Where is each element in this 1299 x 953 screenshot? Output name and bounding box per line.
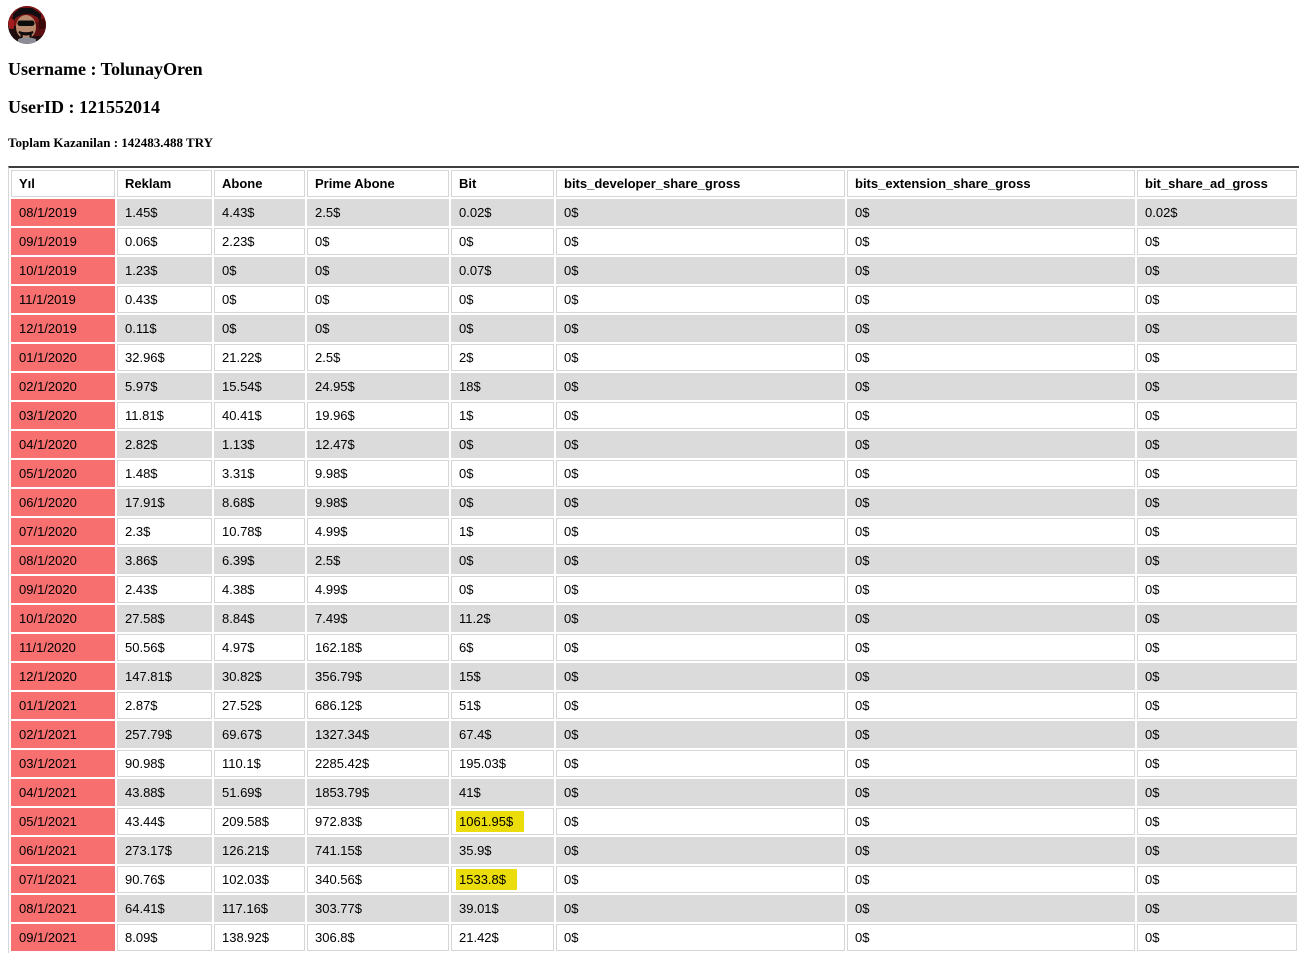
- year-cell: 08/1/2019: [11, 199, 115, 226]
- value-cell: 1.48$: [117, 460, 212, 487]
- value-cell: 0$: [847, 663, 1135, 690]
- value-cell: 6.39$: [214, 547, 305, 574]
- value-cell: 0$: [1137, 518, 1297, 545]
- table-row: [11, 576, 1297, 603]
- value-cell: 0$: [847, 605, 1135, 632]
- value-cell: 0$: [1137, 837, 1297, 864]
- value-cell: 90.76$: [117, 866, 212, 893]
- year-cell: 03/1/2021: [11, 750, 115, 777]
- value-cell: 162.18$: [307, 634, 449, 661]
- value-cell: 4.38$: [214, 576, 305, 603]
- value-cell: 0$: [556, 576, 845, 603]
- value-cell: 0$: [1137, 634, 1297, 661]
- table-row: [11, 344, 1297, 371]
- value-cell: 4.99$: [307, 576, 449, 603]
- value-cell: 4.97$: [214, 634, 305, 661]
- value-cell: 0$: [556, 866, 845, 893]
- value-cell: 195.03$: [451, 750, 554, 777]
- value-cell: 0$: [1137, 489, 1297, 516]
- value-cell: 0$: [556, 518, 845, 545]
- column-header: bits_extension_share_gross: [847, 170, 1135, 197]
- year-cell: 09/1/2020: [11, 576, 115, 603]
- value-cell: 0$: [847, 199, 1135, 226]
- year-cell: 11/1/2019: [11, 286, 115, 313]
- value-cell: 2.82$: [117, 431, 212, 458]
- value-cell: 0$: [214, 315, 305, 342]
- year-cell: 05/1/2020: [11, 460, 115, 487]
- value-cell: 209.58$: [214, 808, 305, 835]
- value-cell: 0$: [1137, 692, 1297, 719]
- year-cell: 05/1/2021: [11, 808, 115, 835]
- value-cell: 972.83$: [307, 808, 449, 835]
- value-cell: 67.4$: [451, 721, 554, 748]
- value-cell: 0$: [847, 837, 1135, 864]
- value-cell: 8.68$: [214, 489, 305, 516]
- column-header: Bit: [451, 170, 554, 197]
- value-cell: 0$: [1137, 808, 1297, 835]
- value-cell: 2.43$: [117, 576, 212, 603]
- value-cell: 0$: [847, 779, 1135, 806]
- highlight-mark: 1061.95$: [456, 811, 524, 832]
- value-cell: 1853.79$: [307, 779, 449, 806]
- value-cell: 0$: [451, 460, 554, 487]
- value-cell: 0$: [451, 489, 554, 516]
- value-cell: 2.87$: [117, 692, 212, 719]
- table-row: [11, 402, 1297, 429]
- value-cell: 0$: [847, 692, 1135, 719]
- value-cell: 0$: [556, 663, 845, 690]
- table-row: [11, 895, 1297, 922]
- year-cell: 02/1/2021: [11, 721, 115, 748]
- value-cell: 27.52$: [214, 692, 305, 719]
- table-row: [11, 199, 1297, 226]
- value-cell: 0$: [847, 489, 1135, 516]
- value-cell: 0$: [1137, 228, 1297, 255]
- value-cell: 306.8$: [307, 924, 449, 951]
- value-cell: 0.07$: [451, 257, 554, 284]
- value-cell: 0$: [1137, 257, 1297, 284]
- year-cell: 06/1/2021: [11, 837, 115, 864]
- value-cell: 0$: [214, 257, 305, 284]
- value-cell: 12.47$: [307, 431, 449, 458]
- table-row: [11, 257, 1297, 284]
- value-cell: 0$: [847, 808, 1135, 835]
- value-cell: 0$: [556, 547, 845, 574]
- userid-heading: UserID : 121552014: [8, 97, 160, 117]
- user-avatar-image: [8, 6, 46, 44]
- value-cell: 43.44$: [117, 808, 212, 835]
- value-cell: 1$: [451, 518, 554, 545]
- year-cell: 10/1/2020: [11, 605, 115, 632]
- table-row: [11, 779, 1297, 806]
- value-cell: 0$: [556, 286, 845, 313]
- value-cell: 0$: [1137, 460, 1297, 487]
- bit-cell: [451, 866, 554, 893]
- value-cell: 0$: [556, 373, 845, 400]
- year-cell: 02/1/2020: [11, 373, 115, 400]
- value-cell: 7.49$: [307, 605, 449, 632]
- value-cell: 0$: [847, 257, 1135, 284]
- table-row: [11, 808, 1297, 835]
- value-cell: 0$: [214, 286, 305, 313]
- value-cell: 5.97$: [117, 373, 212, 400]
- table-row: [11, 924, 1297, 951]
- value-cell: 0$: [1137, 779, 1297, 806]
- value-cell: 0$: [307, 315, 449, 342]
- value-cell: 0$: [451, 547, 554, 574]
- year-cell: 07/1/2020: [11, 518, 115, 545]
- value-cell: 0$: [847, 373, 1135, 400]
- value-cell: 0.02$: [1137, 199, 1297, 226]
- table-row: [11, 692, 1297, 719]
- value-cell: 0$: [556, 634, 845, 661]
- value-cell: 0$: [556, 460, 845, 487]
- value-cell: 35.9$: [451, 837, 554, 864]
- value-cell: 0$: [556, 692, 845, 719]
- value-cell: 0$: [847, 518, 1135, 545]
- value-cell: 9.98$: [307, 460, 449, 487]
- value-cell: 2.5$: [307, 547, 449, 574]
- value-cell: 90.98$: [117, 750, 212, 777]
- value-cell: 64.41$: [117, 895, 212, 922]
- value-cell: 0$: [556, 228, 845, 255]
- value-cell: 0$: [847, 924, 1135, 951]
- value-cell: 0$: [556, 721, 845, 748]
- value-cell: 0$: [1137, 547, 1297, 574]
- value-cell: 69.67$: [214, 721, 305, 748]
- value-cell: 0$: [1137, 866, 1297, 893]
- value-cell: 2.5$: [307, 199, 449, 226]
- value-cell: 0$: [556, 489, 845, 516]
- value-cell: 10.78$: [214, 518, 305, 545]
- value-cell: 9.98$: [307, 489, 449, 516]
- value-cell: 27.58$: [117, 605, 212, 632]
- value-cell: 0$: [1137, 402, 1297, 429]
- value-cell: 15$: [451, 663, 554, 690]
- value-cell: 0.06$: [117, 228, 212, 255]
- value-cell: 147.81$: [117, 663, 212, 690]
- year-cell: 10/1/2019: [11, 257, 115, 284]
- table-row: [11, 315, 1297, 342]
- table-row: [11, 547, 1297, 574]
- value-cell: 257.79$: [117, 721, 212, 748]
- value-cell: 3.31$: [214, 460, 305, 487]
- value-cell: 102.03$: [214, 866, 305, 893]
- value-cell: 0$: [1137, 344, 1297, 371]
- year-cell: 01/1/2021: [11, 692, 115, 719]
- value-cell: 1.23$: [117, 257, 212, 284]
- value-cell: 0$: [556, 924, 845, 951]
- earnings-table-body: [11, 199, 1297, 951]
- value-cell: 0$: [847, 402, 1135, 429]
- value-cell: 0$: [847, 286, 1135, 313]
- value-cell: 4.43$: [214, 199, 305, 226]
- year-cell: 09/1/2019: [11, 228, 115, 255]
- value-cell: 0$: [451, 576, 554, 603]
- value-cell: 6$: [451, 634, 554, 661]
- value-cell: 24.95$: [307, 373, 449, 400]
- value-cell: 17.91$: [117, 489, 212, 516]
- value-cell: 11.2$: [451, 605, 554, 632]
- column-header: Abone: [214, 170, 305, 197]
- value-cell: 0$: [556, 895, 845, 922]
- value-cell: 0$: [847, 431, 1135, 458]
- value-cell: 39.01$: [451, 895, 554, 922]
- value-cell: 21.42$: [451, 924, 554, 951]
- year-cell: 08/1/2021: [11, 895, 115, 922]
- value-cell: 741.15$: [307, 837, 449, 864]
- value-cell: 0$: [1137, 315, 1297, 342]
- value-cell: 0.02$: [451, 199, 554, 226]
- year-cell: 09/1/2021: [11, 924, 115, 951]
- value-cell: 0$: [847, 315, 1135, 342]
- value-cell: 18$: [451, 373, 554, 400]
- value-cell: 19.96$: [307, 402, 449, 429]
- value-cell: 0$: [556, 402, 845, 429]
- value-cell: 15.54$: [214, 373, 305, 400]
- table-row: [11, 373, 1297, 400]
- value-cell: 1327.34$: [307, 721, 449, 748]
- value-cell: 8.09$: [117, 924, 212, 951]
- table-row: [11, 228, 1297, 255]
- year-cell: 07/1/2021: [11, 866, 115, 893]
- year-cell: 04/1/2020: [11, 431, 115, 458]
- value-cell: 0$: [847, 344, 1135, 371]
- value-cell: 0$: [1137, 924, 1297, 951]
- value-cell: 8.84$: [214, 605, 305, 632]
- value-cell: 43.88$: [117, 779, 212, 806]
- year-cell: 12/1/2019: [11, 315, 115, 342]
- value-cell: 1.13$: [214, 431, 305, 458]
- value-cell: 0$: [556, 750, 845, 777]
- username-heading: Username : TolunayOren: [8, 59, 203, 79]
- value-cell: 0$: [1137, 576, 1297, 603]
- value-cell: 50.56$: [117, 634, 212, 661]
- value-cell: 41$: [451, 779, 554, 806]
- value-cell: 1.45$: [117, 199, 212, 226]
- column-header: Yıl: [11, 170, 115, 197]
- value-cell: 0$: [556, 837, 845, 864]
- value-cell: 0$: [556, 808, 845, 835]
- table-row: [11, 518, 1297, 545]
- value-cell: 0$: [307, 286, 449, 313]
- value-cell: 2.3$: [117, 518, 212, 545]
- highlight-mark: 1533.8$: [456, 869, 517, 890]
- table-row: [11, 750, 1297, 777]
- year-cell: 12/1/2020: [11, 663, 115, 690]
- value-cell: 11.81$: [117, 402, 212, 429]
- value-cell: 2.23$: [214, 228, 305, 255]
- year-cell: 01/1/2020: [11, 344, 115, 371]
- table-row: [11, 721, 1297, 748]
- column-header: bits_developer_share_gross: [556, 170, 845, 197]
- value-cell: 30.82$: [214, 663, 305, 690]
- value-cell: 32.96$: [117, 344, 212, 371]
- value-cell: 0$: [847, 895, 1135, 922]
- value-cell: 0$: [1137, 721, 1297, 748]
- table-row: [11, 605, 1297, 632]
- value-cell: 0$: [847, 228, 1135, 255]
- value-cell: 0$: [1137, 373, 1297, 400]
- value-cell: 2285.42$: [307, 750, 449, 777]
- value-cell: 303.77$: [307, 895, 449, 922]
- user-avatar: [8, 6, 46, 44]
- value-cell: 0$: [451, 286, 554, 313]
- value-cell: 0$: [847, 866, 1135, 893]
- column-header: bit_share_ad_gross: [1137, 170, 1297, 197]
- value-cell: 0$: [307, 228, 449, 255]
- value-cell: 0$: [556, 431, 845, 458]
- total-earned-heading: Toplam Kazanilan : 142483.488 TRY: [8, 135, 214, 150]
- value-cell: 126.21$: [214, 837, 305, 864]
- value-cell: 21.22$: [214, 344, 305, 371]
- value-cell: 356.79$: [307, 663, 449, 690]
- year-cell: 11/1/2020: [11, 634, 115, 661]
- value-cell: 686.12$: [307, 692, 449, 719]
- value-cell: 3.86$: [117, 547, 212, 574]
- value-cell: 1$: [451, 402, 554, 429]
- header-row: [11, 170, 1297, 197]
- value-cell: 0$: [451, 315, 554, 342]
- table-row: [11, 489, 1297, 516]
- value-cell: 0.11$: [117, 315, 212, 342]
- value-cell: 0$: [847, 460, 1135, 487]
- value-cell: 0$: [556, 199, 845, 226]
- value-cell: 0$: [847, 634, 1135, 661]
- value-cell: 0$: [1137, 663, 1297, 690]
- table-row: [11, 663, 1297, 690]
- value-cell: 0$: [847, 721, 1135, 748]
- year-cell: 06/1/2020: [11, 489, 115, 516]
- table-row: [11, 460, 1297, 487]
- value-cell: 4.99$: [307, 518, 449, 545]
- year-cell: 08/1/2020: [11, 547, 115, 574]
- value-cell: 51.69$: [214, 779, 305, 806]
- value-cell: 0$: [307, 257, 449, 284]
- column-header: Prime Abone: [307, 170, 449, 197]
- value-cell: 2.5$: [307, 344, 449, 371]
- value-cell: 0$: [556, 315, 845, 342]
- value-cell: 0$: [847, 547, 1135, 574]
- column-header: Reklam: [117, 170, 212, 197]
- value-cell: 0$: [451, 228, 554, 255]
- value-cell: 0$: [556, 344, 845, 371]
- value-cell: 40.41$: [214, 402, 305, 429]
- value-cell: 0$: [1137, 431, 1297, 458]
- value-cell: 0$: [1137, 895, 1297, 922]
- value-cell: 138.92$: [214, 924, 305, 951]
- value-cell: 117.16$: [214, 895, 305, 922]
- table-row: [11, 431, 1297, 458]
- table-row: [11, 837, 1297, 864]
- value-cell: 51$: [451, 692, 554, 719]
- value-cell: 2$: [451, 344, 554, 371]
- value-cell: 0$: [556, 779, 845, 806]
- value-cell: 273.17$: [117, 837, 212, 864]
- value-cell: 0$: [451, 431, 554, 458]
- value-cell: 0$: [556, 605, 845, 632]
- value-cell: 0$: [1137, 750, 1297, 777]
- value-cell: 340.56$: [307, 866, 449, 893]
- table-row: [11, 286, 1297, 313]
- value-cell: 0$: [556, 257, 845, 284]
- value-cell: 0$: [1137, 286, 1297, 313]
- earnings-table: [8, 166, 1299, 953]
- year-cell: 04/1/2021: [11, 779, 115, 806]
- value-cell: 110.1$: [214, 750, 305, 777]
- table-row: [11, 634, 1297, 661]
- value-cell: 0$: [847, 750, 1135, 777]
- year-cell: 03/1/2020: [11, 402, 115, 429]
- bit-cell: [451, 808, 554, 835]
- value-cell: 0$: [1137, 605, 1297, 632]
- value-cell: 0.43$: [117, 286, 212, 313]
- table-row: [11, 866, 1297, 893]
- value-cell: 0$: [847, 576, 1135, 603]
